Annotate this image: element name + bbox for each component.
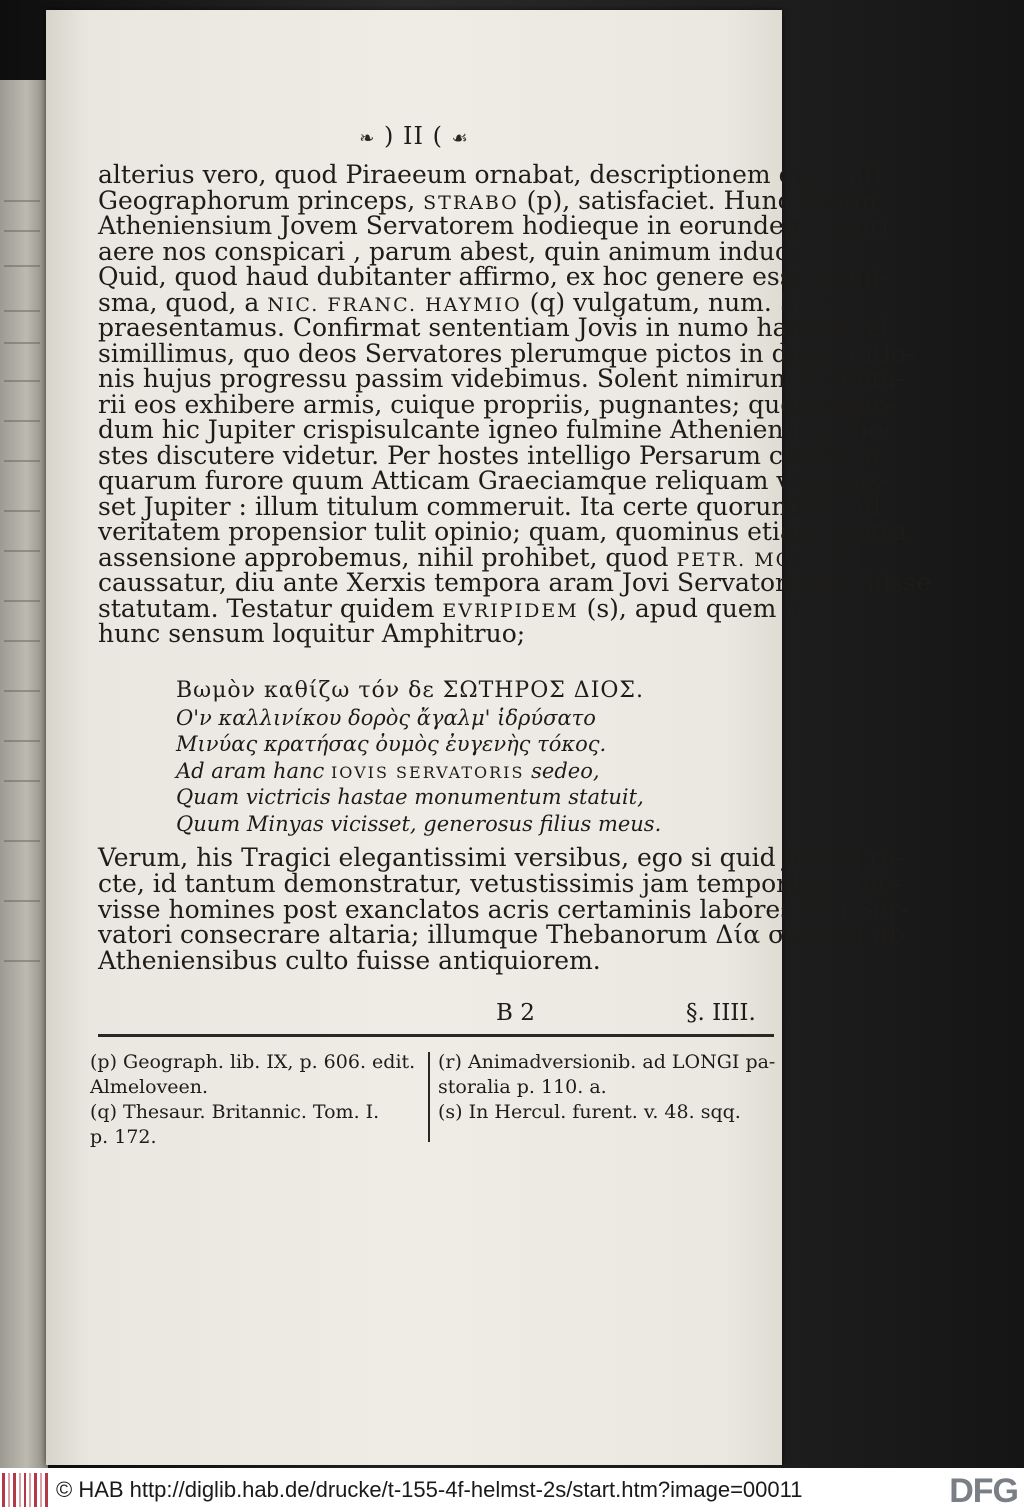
hab-logo-icon [2,1473,48,1507]
footnote-line: storalia p. 110. a. [438,1076,607,1098]
body-line: visse homines post exanclatos acris certaminis labores Jovi Ser- [98,894,909,924]
verse-latin-line: Quum Minyas vicisset, generosus filius meus. [176,811,662,836]
body-line: dum hic Jupiter crispisulcante igneo fulmine Atheniensium ho- [98,415,892,444]
ornament-left-icon: ❧ [359,128,376,149]
verse-latin-line: Quam victricis hastae monumentum statuit, [176,785,644,809]
document-page [46,10,932,1465]
body-line: statutam. Testatur quidem EVRIPIDEM (s), apud quem in [98,593,809,623]
body-paragraph-2 [98,843,909,976]
footnote-line: (p) Geograph. lib. IX, p. 606. edit. [90,1051,416,1073]
verse-greek-line: Βωμὸν καθίζω τόν δε ΣΩΤΗΡΟΣ ΔΙΟΣ. [176,678,644,703]
viewer-footer [0,1468,1024,1511]
page-header [46,122,782,150]
ornament-right-icon: ☙ [451,128,469,149]
body-line: aere nos conspicari , parum abest, quin animum inducam. [98,236,836,266]
body-line: vatori consecrare altaria; illumque Thebanorum Δία σωτῆρα ab [98,920,905,950]
verse-latin-line: Ad aram hanc IOVIS SERVATORIS sedeo, [176,758,600,783]
body-line: set Jupiter : illum titulum commeruit. Ita certe quorundam ad [98,491,881,521]
footnotes-left [90,1050,415,1150]
verse-block [176,678,661,837]
signature-mark: B 2 [496,1000,535,1026]
small-caps-name: EVRIPIDEM [442,599,579,622]
footnote-line: (r) Animadversionib. ad LONGI pa- [438,1051,776,1073]
small-caps-name: STRABO [423,191,519,214]
footnote-line: Almeloveen. [90,1076,209,1098]
verse-greek-line: Μινύας κρατήσας ὀυμὸς ἐυγενὴς τόκος. [176,732,607,756]
footnote-rule [98,1034,774,1037]
footnote-line: p. 172. [90,1126,157,1148]
body-line: stes discutere videtur. Per hostes intelligo Persarum copias, a [98,440,881,470]
body-line: hunc sensum loquitur Amphitruo; [98,619,526,648]
body-line: cte, id tantum demonstratur, vetustissimis jam temporibus sue- [98,868,902,898]
body-line: Verum, his Tragici elegantissimi versibus, ego si quid judico re- [98,843,904,872]
body-line: rii eos exhibere armis, cuique propriis, pugnantes; quemadmo- [98,389,897,419]
small-caps-name: PETR. MOLL [676,548,823,571]
body-paragraph [98,160,932,648]
small-caps-name: NIC. FRANC. HAYMIO [267,293,522,316]
body-line: alterius vero, quod Piraeeum ornabat, descriptionem cupienti [98,160,882,189]
page-number: ) II ( [383,122,443,150]
dfg-logo: DFG [949,1472,1018,1510]
footnote-line: (s) In Hercul. furent. v. 48. sqq. [438,1101,741,1123]
body-line: sma, quod, a NIC. FRANC. HAYMIO (q) vulgatum, num. 5. re- [98,287,847,317]
facing-page-edge [0,80,48,1480]
body-line: quarum furore quum Atticam Graeciamque reliquam vindicas- [98,466,889,495]
catchword: §. IIII. [686,1000,756,1026]
body-line: simillimus, quo deos Servatores plerumque pictos in dissertatio- [98,338,915,368]
body-line: Atheniensium Jovem Servatorem hodieque in eorundem veteri [98,211,890,240]
body-line: Geographorum princeps, STRABO (p), satisfaciet. Hunc ipsum [98,185,877,215]
footnotes-right [438,1050,775,1125]
copyright-link[interactable]: © HAB http://diglib.hab.de/drucke/t-155-4f-helmst-2s/start.htm?image=00011 [56,1476,803,1502]
footnote-column-divider [428,1052,430,1142]
verse-greek-line: Ο'ν καλλινίκου δορὸς ἄγαλμ' ἱδρύσατο [176,705,596,730]
body-line: caussatur, diu ante Xerxis tempora aram Jovi Servatori jam fuisse [98,568,932,597]
body-line: Atheniensibus culto fuisse antiquiorem. [98,946,601,976]
body-line: praesentamus. Confirmat sententiam Jovis in numo habitus, ei [98,313,890,342]
small-caps-name: IOVIS SERVATORIS [330,762,525,782]
footnote-line: (q) Thesaur. Britannic. Tom. I. [90,1101,380,1123]
body-line: assensione approbemus, nihil prohibet, quod PETR. MOLL [98,542,823,572]
body-line: veritatem propensior tulit opinio; quam, quominus etiam nostra [98,517,908,546]
body-line: Quid, quod haud dubitanter affirmo, ex hoc genere esse numi- [98,262,888,291]
body-line: nis hujus progressu passim videbimus. Solent nimirum moneta- [98,364,905,393]
